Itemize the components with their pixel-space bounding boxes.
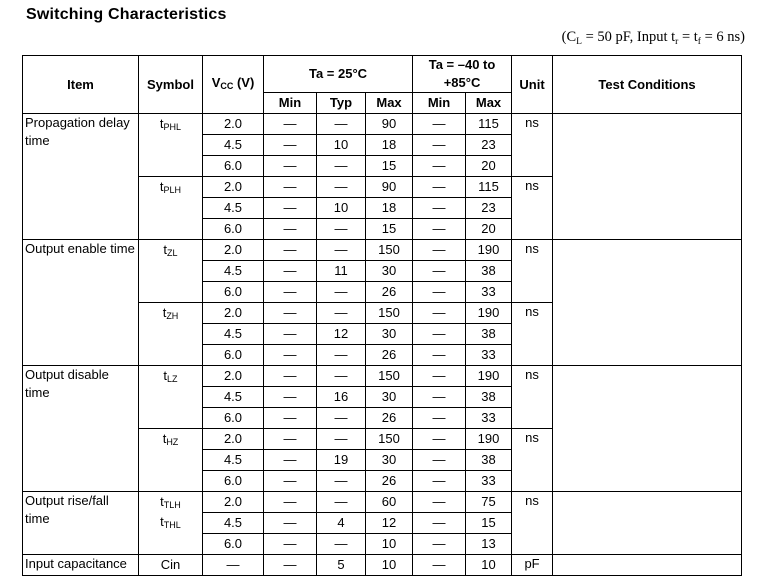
min-range-cell: — (413, 177, 466, 198)
typ-25-cell: — (317, 282, 366, 303)
table-row (23, 240, 742, 261)
max-25-cell: 15 (366, 219, 413, 240)
min-range-cell: — (413, 261, 466, 282)
typ-25-cell: — (317, 471, 366, 492)
header-min-range: Min (413, 93, 466, 114)
max-range-cell: 20 (466, 156, 512, 177)
typ-25-cell: 19 (317, 450, 366, 471)
vcc-cell: 6.0 (203, 534, 264, 555)
max-25-cell: 60 (366, 492, 413, 513)
min-range-cell: — (413, 135, 466, 156)
max-range-cell: 10 (466, 555, 512, 576)
symbol-label: Cin (160, 557, 181, 572)
typ-25-cell: 4 (317, 513, 366, 534)
min-range-cell: — (413, 387, 466, 408)
header-ta-25: Ta = 25°C (264, 56, 413, 93)
max-25-cell: 30 (366, 324, 413, 345)
item-cell: Output rise/fall time (23, 492, 139, 555)
max-25-cell: 18 (366, 198, 413, 219)
min-25-cell: — (264, 429, 317, 450)
vcc-cell: 4.5 (203, 450, 264, 471)
vcc-cell: 4.5 (203, 135, 264, 156)
max-range-cell: 75 (466, 492, 512, 513)
symbol-cell (139, 303, 203, 366)
unit-cell: ns (512, 492, 553, 555)
test-conditions-cell (553, 240, 742, 366)
symbol-cell (139, 555, 203, 576)
max-range-cell: 38 (466, 387, 512, 408)
min-range-cell: — (413, 534, 466, 555)
max-range-cell: 13 (466, 534, 512, 555)
max-range-cell: 115 (466, 114, 512, 135)
header-min-25: Min (264, 93, 317, 114)
item-cell: Propagation delay time (23, 114, 139, 240)
typ-25-cell: — (317, 177, 366, 198)
table-body (23, 114, 742, 576)
max-range-cell: 33 (466, 345, 512, 366)
item-cell: Input capacitance (23, 555, 139, 576)
symbol-label: $t_{HZ}$ (162, 431, 179, 447)
max-25-cell: 150 (366, 429, 413, 450)
header-max-25: Max (366, 93, 413, 114)
max-range-cell: 15 (466, 513, 512, 534)
typ-25-cell: — (317, 492, 366, 513)
vcc-cell: 4.5 (203, 324, 264, 345)
max-25-cell: 90 (366, 114, 413, 135)
vcc-cell: 2.0 (203, 114, 264, 135)
min-25-cell: — (264, 345, 317, 366)
max-range-cell: 20 (466, 219, 512, 240)
unit-cell: ns (512, 240, 553, 303)
min-25-cell: — (264, 450, 317, 471)
min-25-cell: — (264, 282, 317, 303)
min-25-cell: — (264, 261, 317, 282)
max-25-cell: 150 (366, 240, 413, 261)
min-25-cell: — (264, 240, 317, 261)
max-25-cell: 26 (366, 282, 413, 303)
typ-25-cell: — (317, 219, 366, 240)
header-unit: Unit (512, 56, 553, 114)
test-conditions-cell (553, 555, 742, 576)
typ-25-cell: — (317, 429, 366, 450)
typ-25-cell: — (317, 366, 366, 387)
vcc-cell: 4.5 (203, 387, 264, 408)
typ-25-cell: 11 (317, 261, 366, 282)
header-ta-range: Ta = –40 to +85°C (413, 56, 512, 93)
table-row (23, 366, 742, 387)
max-25-cell: 18 (366, 135, 413, 156)
min-range-cell: — (413, 429, 466, 450)
table-row (23, 492, 742, 513)
typ-25-cell: 12 (317, 324, 366, 345)
min-range-cell: — (413, 366, 466, 387)
max-25-cell: 26 (366, 345, 413, 366)
min-range-cell: — (413, 219, 466, 240)
max-range-cell: 33 (466, 471, 512, 492)
test-conditions-cell (553, 492, 742, 555)
symbol-label: $t_{ZH}$ (162, 305, 179, 321)
table-row (23, 555, 742, 576)
vcc-cell: — (203, 555, 264, 576)
header-vcc: $V_{CC}$ (V) (203, 56, 264, 114)
max-25-cell: 10 (366, 534, 413, 555)
min-25-cell: — (264, 555, 317, 576)
typ-25-cell: 10 (317, 198, 366, 219)
max-25-cell: 150 (366, 366, 413, 387)
symbol-label: $t_{ZL}$ (163, 242, 178, 258)
min-25-cell: — (264, 114, 317, 135)
header-row-1 (23, 56, 742, 93)
min-range-cell: — (413, 303, 466, 324)
min-25-cell: — (264, 492, 317, 513)
symbol-label: $t_{PLH}$ (159, 179, 182, 195)
min-25-cell: — (264, 513, 317, 534)
vcc-cell: 2.0 (203, 240, 264, 261)
min-range-cell: — (413, 240, 466, 261)
min-25-cell: — (264, 366, 317, 387)
vcc-cell: 4.5 (203, 198, 264, 219)
max-range-cell: 33 (466, 408, 512, 429)
unit-cell: pF (512, 555, 553, 576)
max-range-cell: 38 (466, 261, 512, 282)
typ-25-cell: — (317, 534, 366, 555)
max-range-cell: 23 (466, 135, 512, 156)
symbol-cell (139, 240, 203, 303)
min-25-cell: — (264, 324, 317, 345)
vcc-cell: 6.0 (203, 219, 264, 240)
max-range-cell: 38 (466, 450, 512, 471)
typ-25-cell: 16 (317, 387, 366, 408)
header-test-conditions: Test Conditions (553, 56, 742, 114)
table-row (23, 114, 742, 135)
min-range-cell: — (413, 198, 466, 219)
unit-cell: ns (512, 429, 553, 492)
min-25-cell: — (264, 303, 317, 324)
symbol-label: $t_{PHL}$ (159, 116, 182, 132)
vcc-cell: 4.5 (203, 513, 264, 534)
vcc-cell: 2.0 (203, 429, 264, 450)
min-25-cell: — (264, 198, 317, 219)
test-conditions-cell (553, 114, 742, 240)
symbol-cell (139, 114, 203, 177)
test-condition-caption: ($C_L = 50$ pF, Input $t_r = t_f = 6$ ns) (561, 29, 745, 47)
typ-25-cell: — (317, 408, 366, 429)
max-25-cell: 12 (366, 513, 413, 534)
min-25-cell: — (264, 177, 317, 198)
max-range-cell: 115 (466, 177, 512, 198)
max-range-cell: 23 (466, 198, 512, 219)
max-25-cell: 30 (366, 261, 413, 282)
typ-25-cell: — (317, 240, 366, 261)
max-25-cell: 30 (366, 450, 413, 471)
vcc-cell: 6.0 (203, 408, 264, 429)
min-25-cell: — (264, 534, 317, 555)
min-range-cell: — (413, 513, 466, 534)
max-range-cell: 190 (466, 240, 512, 261)
typ-25-cell: 5 (317, 555, 366, 576)
typ-25-cell: — (317, 345, 366, 366)
unit-cell: ns (512, 114, 553, 177)
vcc-cell: 2.0 (203, 366, 264, 387)
vcc-cell: 6.0 (203, 282, 264, 303)
min-25-cell: — (264, 219, 317, 240)
vcc-cell: 4.5 (203, 261, 264, 282)
typ-25-cell: 10 (317, 135, 366, 156)
vcc-cell: 6.0 (203, 471, 264, 492)
min-25-cell: — (264, 471, 317, 492)
max-25-cell: 150 (366, 303, 413, 324)
switching-characteristics-table (22, 55, 742, 576)
header-item: Item (23, 56, 139, 114)
min-range-cell: — (413, 114, 466, 135)
min-range-cell: — (413, 345, 466, 366)
symbol-cell (139, 177, 203, 240)
max-range-cell: 190 (466, 429, 512, 450)
symbol-cell (139, 429, 203, 492)
unit-cell: ns (512, 303, 553, 366)
min-range-cell: — (413, 555, 466, 576)
max-range-cell: 190 (466, 303, 512, 324)
min-range-cell: — (413, 408, 466, 429)
vcc-cell: 2.0 (203, 492, 264, 513)
typ-25-cell: — (317, 114, 366, 135)
max-range-cell: 190 (466, 366, 512, 387)
vcc-cell: 6.0 (203, 156, 264, 177)
symbol-label: $t_{TLH}$ (160, 494, 181, 510)
header-symbol: Symbol (139, 56, 203, 114)
min-range-cell: — (413, 450, 466, 471)
vcc-cell: 6.0 (203, 345, 264, 366)
max-25-cell: 26 (366, 408, 413, 429)
min-range-cell: — (413, 282, 466, 303)
min-25-cell: — (264, 135, 317, 156)
max-25-cell: 30 (366, 387, 413, 408)
max-25-cell: 10 (366, 555, 413, 576)
max-25-cell: 26 (366, 471, 413, 492)
item-cell: Output disable time (23, 366, 139, 492)
unit-cell: ns (512, 177, 553, 240)
symbol-cell (139, 492, 203, 555)
vcc-cell: 2.0 (203, 177, 264, 198)
header-typ-25: Typ (317, 93, 366, 114)
typ-25-cell: — (317, 303, 366, 324)
min-25-cell: — (264, 408, 317, 429)
min-25-cell: — (264, 156, 317, 177)
min-25-cell: — (264, 387, 317, 408)
test-conditions-cell (553, 366, 742, 492)
symbol-label: $t_{LZ}$ (163, 368, 178, 384)
min-range-cell: — (413, 471, 466, 492)
page-title: Switching Characteristics (26, 6, 227, 23)
max-range-cell: 33 (466, 282, 512, 303)
min-range-cell: — (413, 492, 466, 513)
symbol-cell (139, 366, 203, 429)
max-25-cell: 15 (366, 156, 413, 177)
vcc-cell: 2.0 (203, 303, 264, 324)
typ-25-cell: — (317, 156, 366, 177)
max-range-cell: 38 (466, 324, 512, 345)
min-range-cell: — (413, 324, 466, 345)
symbol-label: $t_{THL}$ (160, 514, 181, 530)
min-range-cell: — (413, 156, 466, 177)
item-cell: Output enable time (23, 240, 139, 366)
unit-cell: ns (512, 366, 553, 429)
header-max-range: Max (466, 93, 512, 114)
max-25-cell: 90 (366, 177, 413, 198)
